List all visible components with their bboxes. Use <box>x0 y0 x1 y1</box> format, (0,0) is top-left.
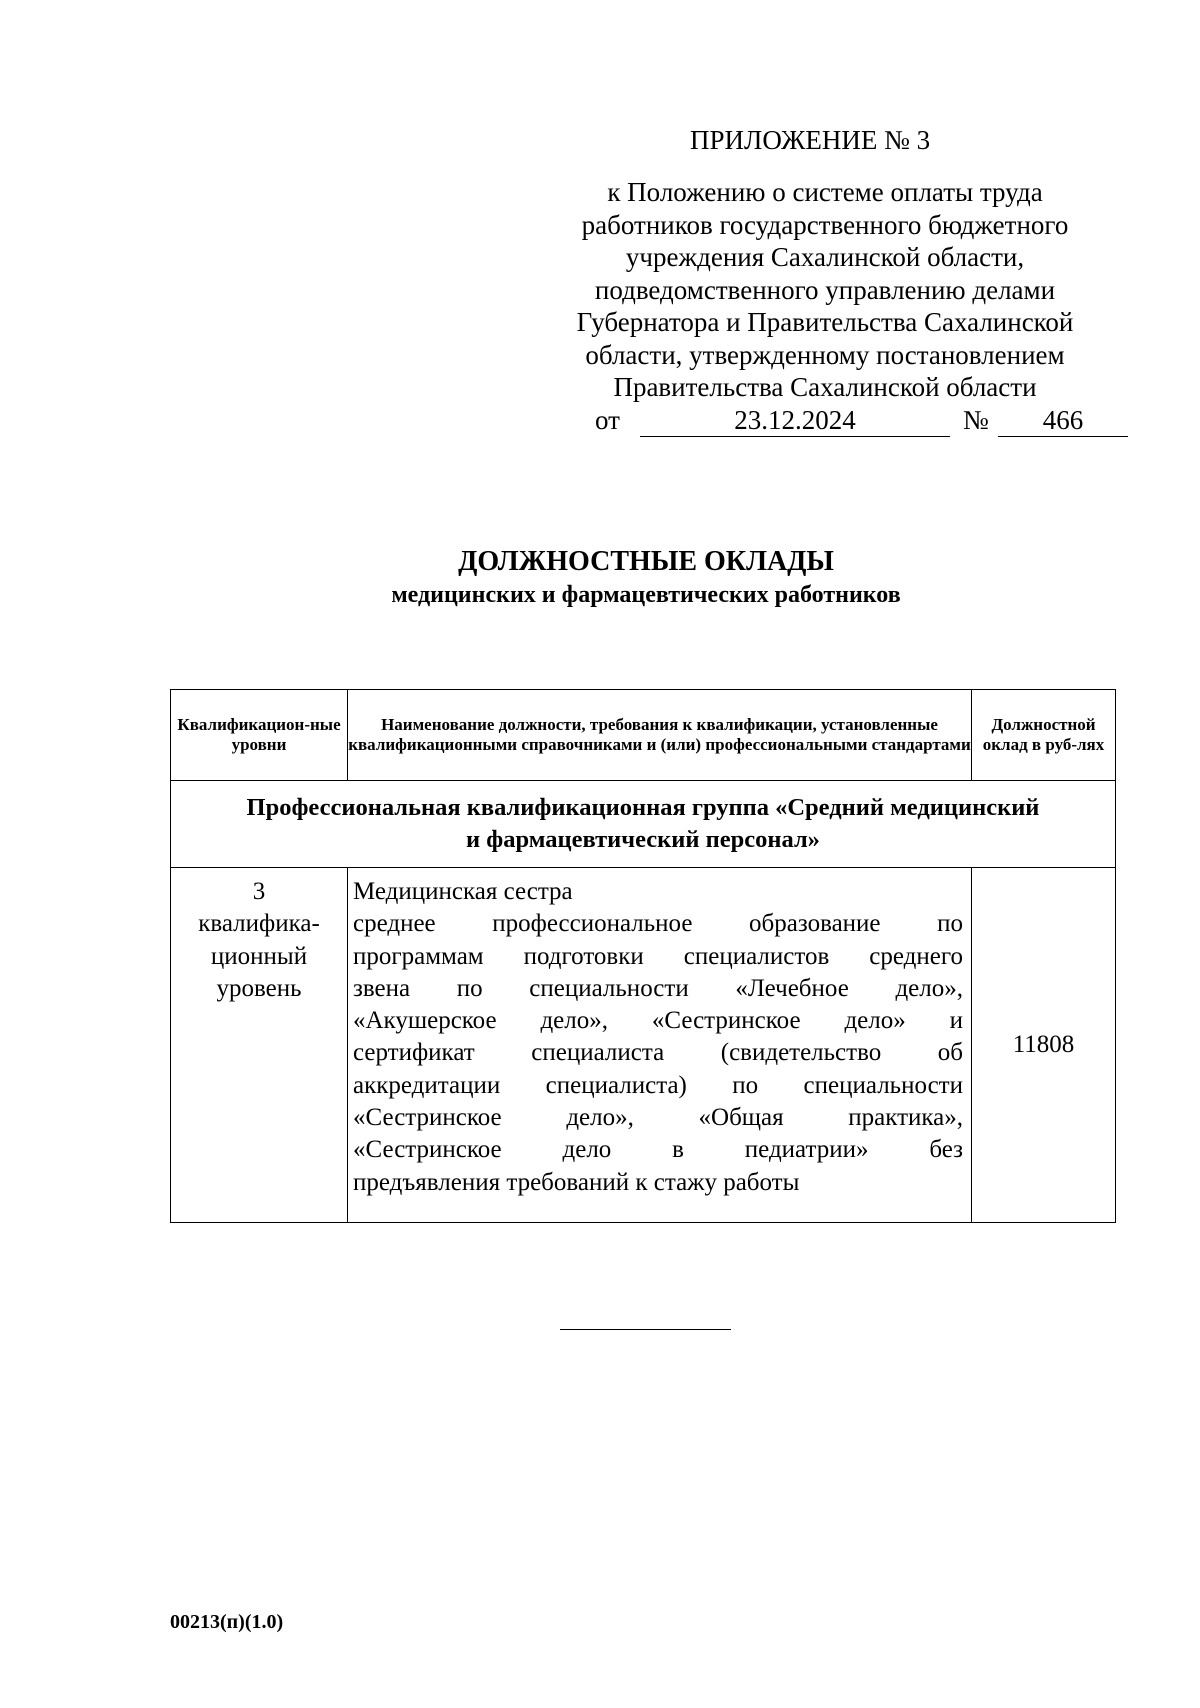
appendix-line: работников государственного бюджетного <box>581 209 1069 240</box>
appendix-line: Правительства Сахалинской области <box>613 372 1037 402</box>
salary-value: 11808 <box>972 868 1116 1223</box>
resolution-date: 23.12.2024 <box>640 404 950 437</box>
table-header-row <box>171 690 1116 781</box>
level-line: ционный <box>210 942 308 970</box>
appendix-line: учреждения Сахалинской области, <box>625 242 1025 272</box>
header-salary: Должностной оклад в руб-лях <box>972 690 1116 781</box>
qualification-level-cell <box>171 868 348 1223</box>
requirement-line: «Акушерское дело», «Сестринское дело» и <box>353 1007 963 1035</box>
group-title-line: и фармацевтический персонал» <box>466 826 820 853</box>
appendix-line: Губернатора и Правительства Сахалинской <box>576 307 1074 337</box>
requirement-line: среднее профессиональное образование по <box>353 910 963 938</box>
header-qualification-levels: Квалификацион-ные уровни <box>171 690 348 781</box>
requirement-line: звена по специальности «Лечебное дело», <box>353 974 963 1002</box>
requirement-line: программам подготовки специалистов среднего <box>353 942 963 970</box>
header-position-requirements: Наименование должности, требования к квалификации, установленные квалификационными справочниками и (или) профессиональными стандартами <box>348 690 972 781</box>
position-title: Медицинская сестра <box>353 878 573 905</box>
appendix-line: области, утвержденному постановлением <box>585 339 1065 370</box>
document-title: ДОЛЖНОСТНЫЕ ОКЛАДЫ <box>458 546 834 577</box>
footer-divider <box>560 1329 731 1330</box>
level-line: 3 <box>252 878 266 905</box>
document-code: 00213(п)(1.0) <box>170 1611 284 1633</box>
appendix-line: к Положению о системе оплаты труда <box>607 177 1043 207</box>
appendix-line: подведомственного управлению делами <box>594 274 1056 305</box>
qualification-group-row <box>171 781 1116 868</box>
level-line: уровень <box>216 974 302 1002</box>
salary-table <box>170 689 1116 1223</box>
appendix-reference <box>555 176 1095 404</box>
date-label: от <box>595 405 620 435</box>
resolution-number: 466 <box>998 404 1128 437</box>
position-requirements-cell <box>348 868 972 1223</box>
document-subtitle: медицинских и фармацевтических работников <box>391 582 901 608</box>
requirement-line: предъявления требований к стажу работы <box>353 1168 800 1196</box>
requirement-line: сертификат специалиста (свидетельство об <box>353 1039 963 1067</box>
qualification-group-title <box>171 781 1116 868</box>
number-label: № <box>963 405 989 435</box>
level-line: квалифика- <box>198 910 320 938</box>
table-row <box>171 868 1116 1223</box>
group-title-line: Профессиональная квалификационная группа «Средний медицинский <box>246 794 1040 821</box>
resolution-date-line <box>595 404 1135 438</box>
requirement-line: «Сестринское дело», «Общая практика», <box>353 1104 963 1132</box>
requirement-line: аккредитации специалиста) по специальности <box>353 1071 963 1099</box>
appendix-title: ПРИЛОЖЕНИЕ № 3 <box>690 125 931 155</box>
requirement-line: «Сестринское дело в педиатрии» без <box>353 1136 963 1164</box>
